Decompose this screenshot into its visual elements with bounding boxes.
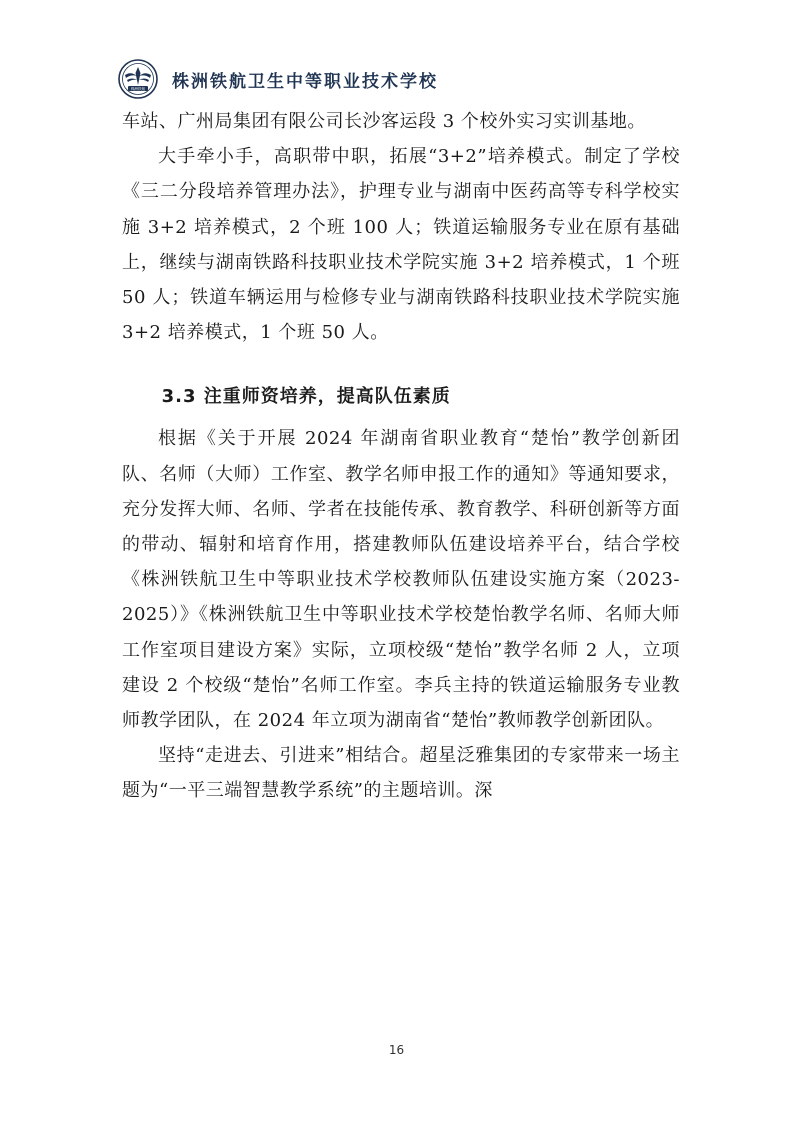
page-header: [118, 57, 438, 101]
paragraph-teacher-training: 根据《关于开展 2024 年湖南省职业教育“楚怡”教学创新团队、名师（大师）工作室、教学名师申报工作的通知》等通知要求，充分发挥大师、名师、学者在技能传承、教育教学、科研创新等方面的带动、辐射和培育作用，搭建教师队伍建设培养平台，结合学校《株洲铁航卫生中等职业技术学校教师队伍建设实施方案（2023-2025）》《株洲铁航卫生中等职业技术学校楚怡教学名师、名师大师工作室项目建设方案》实际，立项校级“楚怡”教学名师 2 人，立项建设 2 个校级“楚怡”名师工作室。李兵主持的铁道运输服务专业教师教学团队，在 2024 年立项为湖南省“楚怡”教师教学创新团队。: [122, 428, 681, 732]
paragraph-continued: 车站、广州局集团有限公司长沙客运段 3 个校外实习实训基地。: [122, 111, 646, 132]
paragraph-go-out-bring-in: 坚持“走进去、引进来”相结合。超星泛雅集团的专家带来一场主题为“一平三端智慧教学系统”的主题培训。深: [122, 745, 680, 802]
school-emblem-icon: [118, 59, 158, 99]
school-name: 株洲铁航卫生中等职业技术学校: [172, 71, 438, 92]
page-body: [122, 104, 680, 809]
logo-text: 株洲铁航: [130, 87, 146, 91]
section-heading: 3.3 注重师资培养，提高队伍素质: [161, 386, 451, 408]
paragraph-3plus2-model: 大手牵小手，高职带中职，拓展“3+2”培养模式。制定了学校《三二分段培养管理办法》，护理专业与湖南中医药高等专科学校实施 3+2 培养模式，2 个班 100 人；铁道运输服务专业在原有基础上，继续与湖南铁路科技职业技术学院实施 3+2 培养模式，1 个班 50 人；铁道车辆运用与检修专业与湖南铁路科技职业技术学院实施 3+2 培养模式，1 个班 50 人。: [122, 146, 680, 344]
page-number: 16: [388, 1043, 405, 1057]
